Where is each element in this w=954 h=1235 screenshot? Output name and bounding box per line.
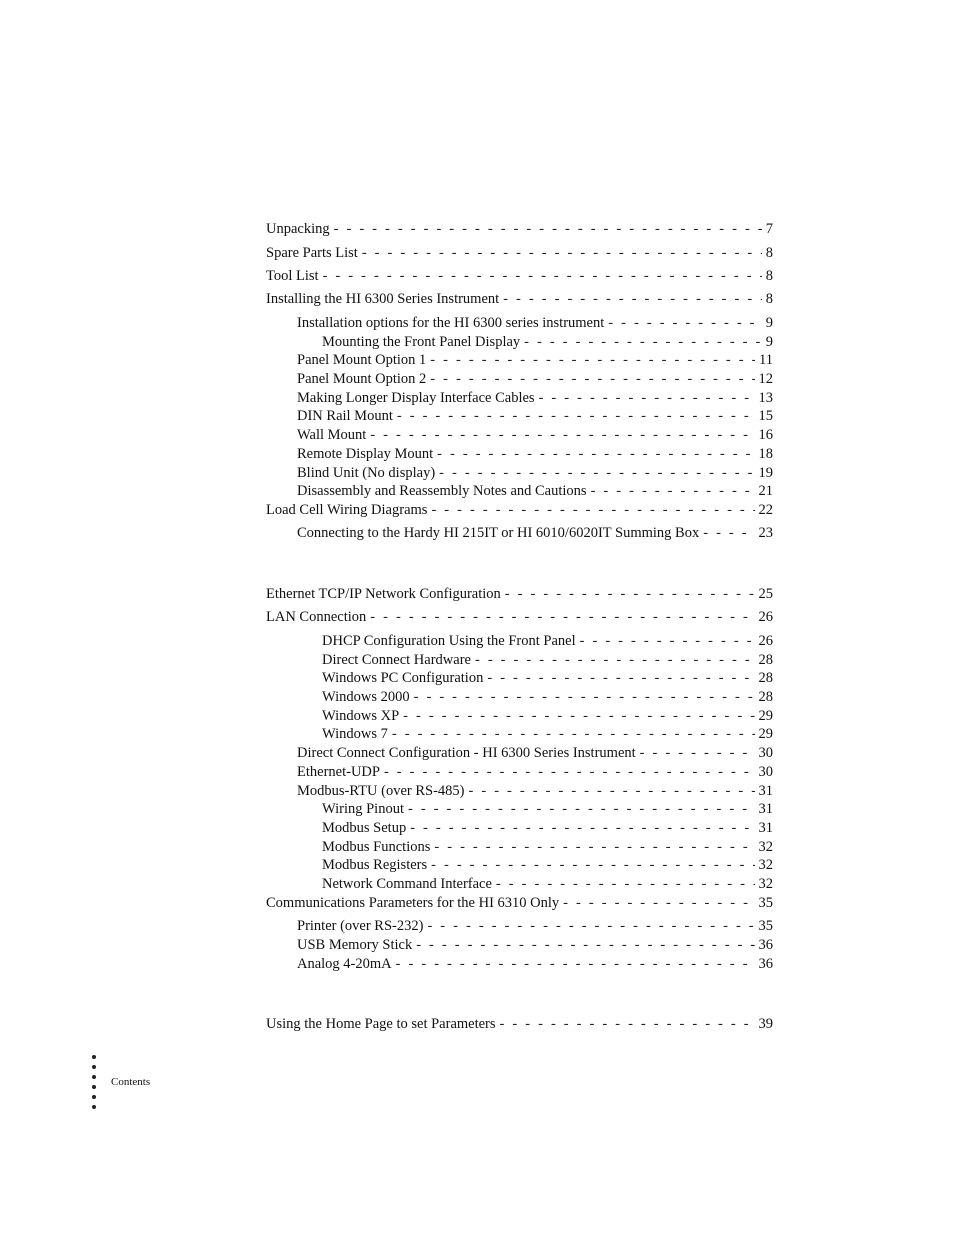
toc-entry-title: Windows PC Configuration bbox=[322, 670, 484, 686]
toc-entry-page-number: 8 bbox=[765, 245, 773, 261]
toc-entry-title: Installing the HI 6300 Series Instrument bbox=[266, 291, 500, 307]
toc-entry[interactable] bbox=[322, 724, 773, 744]
toc-entry-page-number: 29 bbox=[758, 726, 773, 742]
toc-entry-page-number: 31 bbox=[758, 783, 773, 799]
toc-entry-title: Wall Mount bbox=[297, 427, 367, 443]
toc-entry-title: DHCP Configuration Using the Front Panel bbox=[322, 633, 576, 649]
toc-entry[interactable] bbox=[322, 818, 773, 838]
toc-entry-page-number: 35 bbox=[758, 895, 773, 911]
toc-entry-title: Printer (over RS-232) bbox=[297, 918, 424, 934]
toc-entry-page-number: 25 bbox=[758, 586, 773, 602]
toc-entry[interactable] bbox=[297, 762, 773, 782]
toc-entry-page-number: 23 bbox=[758, 525, 773, 541]
toc-entry-page-number: 31 bbox=[758, 820, 773, 836]
toc-entry-title: Communications Parameters for the HI 6310 Only bbox=[266, 895, 560, 911]
toc-entry-title: Mounting the Front Panel Display bbox=[322, 334, 521, 350]
toc-entry-title: Windows XP bbox=[322, 708, 400, 724]
toc-entry-page-number: 31 bbox=[758, 801, 773, 817]
toc-entry-title: Remote Display Mount bbox=[297, 446, 434, 462]
dot-leader bbox=[439, 463, 754, 483]
dot-leader bbox=[505, 584, 755, 604]
toc-entry-page-number: 32 bbox=[758, 857, 773, 873]
dot-leader bbox=[431, 500, 754, 520]
dot-leader bbox=[384, 762, 755, 782]
toc-entry[interactable] bbox=[266, 607, 773, 627]
toc-entry[interactable] bbox=[297, 523, 773, 543]
toc-entry-title: Disassembly and Reassembly Notes and Cautions bbox=[297, 483, 587, 499]
toc-entry-title: Installation options for the HI 6300 series instrument bbox=[297, 315, 605, 331]
toc-entry[interactable] bbox=[297, 350, 773, 370]
toc-entry-title: LAN Connection bbox=[266, 609, 367, 625]
toc-entry[interactable] bbox=[266, 500, 773, 520]
toc-entry-page-number: 26 bbox=[758, 633, 773, 649]
toc-entry[interactable] bbox=[266, 266, 773, 286]
dot-leader bbox=[503, 289, 762, 309]
toc-entry-page-number: 30 bbox=[758, 764, 773, 780]
toc-entry[interactable] bbox=[322, 332, 773, 352]
dot-leader bbox=[362, 243, 762, 263]
toc-entry-title: Using the Home Page to set Parameters bbox=[266, 1016, 496, 1032]
toc-entry-page-number: 15 bbox=[758, 408, 773, 424]
toc-entry[interactable] bbox=[297, 313, 773, 333]
dot-leader bbox=[414, 687, 755, 707]
toc-entry-title: Ethernet-UDP bbox=[297, 764, 380, 780]
dot-leader bbox=[430, 369, 754, 389]
dot-leader bbox=[640, 743, 755, 763]
dot-leader bbox=[370, 425, 754, 445]
dot-leader bbox=[392, 724, 755, 744]
dot-leader bbox=[403, 706, 754, 726]
toc-entry-page-number: 28 bbox=[758, 689, 773, 705]
toc-entry-title: Direct Connect Hardware bbox=[322, 652, 471, 668]
toc-entry-title: Connecting to the Hardy HI 215IT or HI 6010/6020IT Summing Box bbox=[297, 525, 700, 541]
toc-entry-title: Making Longer Display Interface Cables bbox=[297, 390, 535, 406]
dot-leader bbox=[437, 444, 754, 464]
toc-entry-page-number: 13 bbox=[758, 390, 773, 406]
toc-entry-page-number: 16 bbox=[758, 427, 773, 443]
toc-entry-title: Panel Mount Option 1 bbox=[297, 352, 427, 368]
toc-entry-page-number: 30 bbox=[758, 745, 773, 761]
dot-leader bbox=[396, 954, 755, 974]
toc-entry[interactable] bbox=[297, 369, 773, 389]
toc-entry-page-number: 12 bbox=[758, 371, 773, 387]
toc-entry-page-number: 36 bbox=[758, 937, 773, 953]
toc-entry-page-number: 39 bbox=[758, 1016, 773, 1032]
toc-entry-title: Modbus-RTU (over RS-485) bbox=[297, 783, 465, 799]
toc-entry[interactable] bbox=[322, 631, 773, 651]
toc-entry[interactable] bbox=[322, 874, 773, 894]
toc-entry-page-number: 28 bbox=[758, 652, 773, 668]
toc-entry[interactable] bbox=[297, 954, 773, 974]
toc-entry-title: Load Cell Wiring Diagrams bbox=[266, 502, 428, 518]
dot-leader bbox=[563, 893, 754, 913]
dot-leader bbox=[703, 523, 754, 543]
toc-entry-page-number: 29 bbox=[758, 708, 773, 724]
toc-entry-page-number: 9 bbox=[765, 315, 773, 331]
dot-leader bbox=[427, 916, 754, 936]
toc-entry-title: Windows 7 bbox=[322, 726, 388, 742]
margin-dot-column bbox=[92, 1055, 98, 1115]
dot-leader bbox=[591, 481, 755, 501]
dot-leader bbox=[408, 799, 755, 819]
dot-leader bbox=[431, 855, 754, 875]
toc-entry-title: Unpacking bbox=[266, 221, 330, 237]
toc-entry[interactable] bbox=[266, 584, 773, 604]
toc-entry-title: Analog 4-20mA bbox=[297, 956, 392, 972]
dot-leader bbox=[608, 313, 761, 333]
toc-entry-page-number: 22 bbox=[758, 502, 773, 518]
dot-leader bbox=[410, 818, 754, 838]
toc-entry[interactable] bbox=[297, 406, 773, 426]
dot-leader bbox=[434, 837, 754, 857]
dot-leader bbox=[468, 781, 754, 801]
toc-entry-title: Wiring Pinout bbox=[322, 801, 404, 817]
toc-entry-title: Modbus Registers bbox=[322, 857, 428, 873]
toc-entry-title: Tool List bbox=[266, 268, 319, 284]
toc-entry[interactable] bbox=[322, 650, 773, 670]
dot-leader bbox=[524, 332, 762, 352]
dot-leader bbox=[334, 219, 762, 239]
toc-entry[interactable] bbox=[297, 425, 773, 445]
toc-entry-title: Modbus Functions bbox=[322, 839, 431, 855]
toc-entry-page-number: 8 bbox=[765, 291, 773, 307]
dot-leader bbox=[539, 388, 755, 408]
toc-entry-title: Spare Parts List bbox=[266, 245, 358, 261]
toc-entry-title: Panel Mount Option 2 bbox=[297, 371, 427, 387]
toc-entry[interactable] bbox=[266, 1014, 773, 1034]
toc-entry-page-number: 19 bbox=[758, 465, 773, 481]
toc-entry-title: Windows 2000 bbox=[322, 689, 410, 705]
toc-entry-title: DIN Rail Mount bbox=[297, 408, 393, 424]
dot-leader bbox=[496, 874, 755, 894]
toc-entry-page-number: 32 bbox=[758, 839, 773, 855]
toc-entry-page-number: 26 bbox=[758, 609, 773, 625]
toc-entry[interactable] bbox=[266, 243, 773, 263]
toc-entry[interactable] bbox=[322, 837, 773, 857]
toc-entry-page-number: 7 bbox=[765, 221, 773, 237]
toc-entry-title: Ethernet TCP/IP Network Configuration bbox=[266, 586, 501, 602]
toc-entry-page-number: 28 bbox=[758, 670, 773, 686]
footer-section-label: Contents bbox=[111, 1076, 151, 1088]
toc-entry-page-number: 18 bbox=[758, 446, 773, 462]
dot-leader bbox=[500, 1014, 755, 1034]
toc-entry[interactable] bbox=[266, 893, 773, 913]
toc-entry[interactable] bbox=[297, 781, 773, 801]
toc-entry[interactable] bbox=[266, 289, 773, 309]
dot-leader bbox=[580, 631, 755, 651]
toc-entry[interactable] bbox=[297, 444, 773, 464]
toc-entry[interactable] bbox=[297, 743, 773, 763]
toc-entry-title: USB Memory Stick bbox=[297, 937, 413, 953]
toc-entry[interactable] bbox=[322, 855, 773, 875]
dot-leader bbox=[370, 607, 754, 627]
dot-leader bbox=[323, 266, 762, 286]
toc-entry-page-number: 32 bbox=[758, 876, 773, 892]
toc-entry-page-number: 21 bbox=[758, 483, 773, 499]
toc-entry-page-number: 35 bbox=[758, 918, 773, 934]
toc-entry[interactable] bbox=[322, 668, 773, 688]
toc-entry[interactable] bbox=[322, 687, 773, 707]
toc-entry[interactable] bbox=[297, 916, 773, 936]
dot-leader bbox=[475, 650, 755, 670]
toc-entry-title: Direct Connect Configuration - HI 6300 Series Instrument bbox=[297, 745, 636, 761]
toc-entry[interactable] bbox=[297, 481, 773, 501]
dot-leader bbox=[487, 668, 754, 688]
toc-entry-page-number: 9 bbox=[765, 334, 773, 350]
toc-entry-title: Blind Unit (No display) bbox=[297, 465, 436, 481]
dot-leader bbox=[430, 350, 755, 370]
toc-entry-title: Modbus Setup bbox=[322, 820, 407, 836]
dot-leader bbox=[397, 406, 755, 426]
toc-entry[interactable] bbox=[322, 799, 773, 819]
toc-entry[interactable] bbox=[297, 935, 773, 955]
toc-entry[interactable] bbox=[322, 706, 773, 726]
toc-entry-page-number: 8 bbox=[765, 268, 773, 284]
toc-entry[interactable] bbox=[297, 388, 773, 408]
toc-entry-title: Network Command Interface bbox=[322, 876, 492, 892]
toc-entry-page-number: 11 bbox=[759, 352, 773, 368]
dot-leader bbox=[416, 935, 754, 955]
toc-entry[interactable] bbox=[266, 219, 773, 239]
toc-entry-page-number: 36 bbox=[758, 956, 773, 972]
toc-entry[interactable] bbox=[297, 463, 773, 483]
